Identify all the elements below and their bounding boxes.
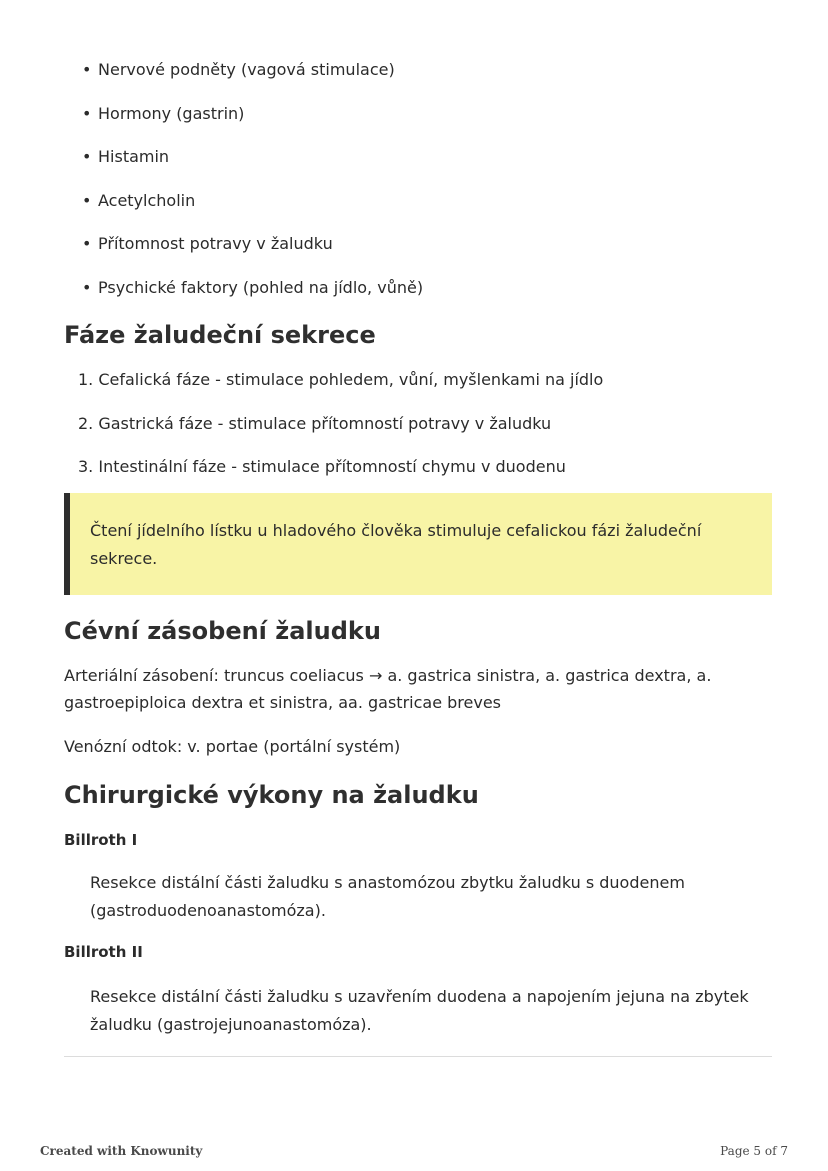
arterial-supply-text: Arteriální zásobení: truncus coeliacus → a. gastrica sinistra, a. gastrica dextra, a. gastroepiploica dextra et sinistra, aa. gastricae breves bbox=[64, 666, 712, 712]
secretion-stimuli-list bbox=[78, 58, 423, 319]
list-item: • Hormony (gastrin) bbox=[78, 102, 423, 146]
section-heading-blood-supply: Cévní zásobení žaludku bbox=[64, 617, 381, 645]
callout-text: Čtení jídelního lístku u hladového člověka stimuluje cefalickou fázi žaludeční sekrece. bbox=[90, 521, 702, 568]
list-item: • Histamin bbox=[78, 145, 423, 189]
billroth-1-text: Resekce distální části žaludku s anastomózou zbytku žaludku s duodenem (gastroduodenoanastomóza). bbox=[90, 873, 685, 920]
phases-list bbox=[78, 368, 603, 499]
list-item: • Acetylcholin bbox=[78, 189, 423, 233]
section-heading-phases: Fáze žaludeční sekrece bbox=[64, 321, 376, 349]
list-item: 2. Gastrická fáze - stimulace přítomností potravy v žaludku bbox=[78, 413, 552, 433]
page-number: Page 5 of 7 bbox=[720, 1144, 788, 1158]
list-item: • Nervové podněty (vagová stimulace) bbox=[78, 58, 423, 102]
highlight-callout bbox=[64, 493, 772, 595]
list-item: 3. Intestinální fáze - stimulace přítomností chymu v duodenu bbox=[78, 457, 566, 476]
footer-credit: Created with Knowunity bbox=[40, 1144, 203, 1158]
billroth-2-text: Resekce distální části žaludku s uzavřením duodena a napojením jejuna na zbytek žaludku (gastrojejunoanastomóza). bbox=[90, 987, 749, 1034]
list-item: • Přítomnost potravy v žaludku bbox=[78, 232, 423, 276]
list-item: • Psychické faktory (pohled na jídlo, vůně) bbox=[78, 276, 423, 320]
billroth-1-label: Billroth I bbox=[64, 831, 138, 849]
billroth-2-label: Billroth II bbox=[64, 943, 143, 961]
venous-drainage-text: Venózní odtok: v. portae (portální systém) bbox=[64, 737, 401, 756]
list-item: 1. Cefalická fáze - stimulace pohledem, vůní, myšlenkami na jídlo bbox=[78, 370, 604, 389]
section-heading-surgery: Chirurgické výkony na žaludku bbox=[64, 781, 479, 809]
divider bbox=[64, 1056, 772, 1057]
